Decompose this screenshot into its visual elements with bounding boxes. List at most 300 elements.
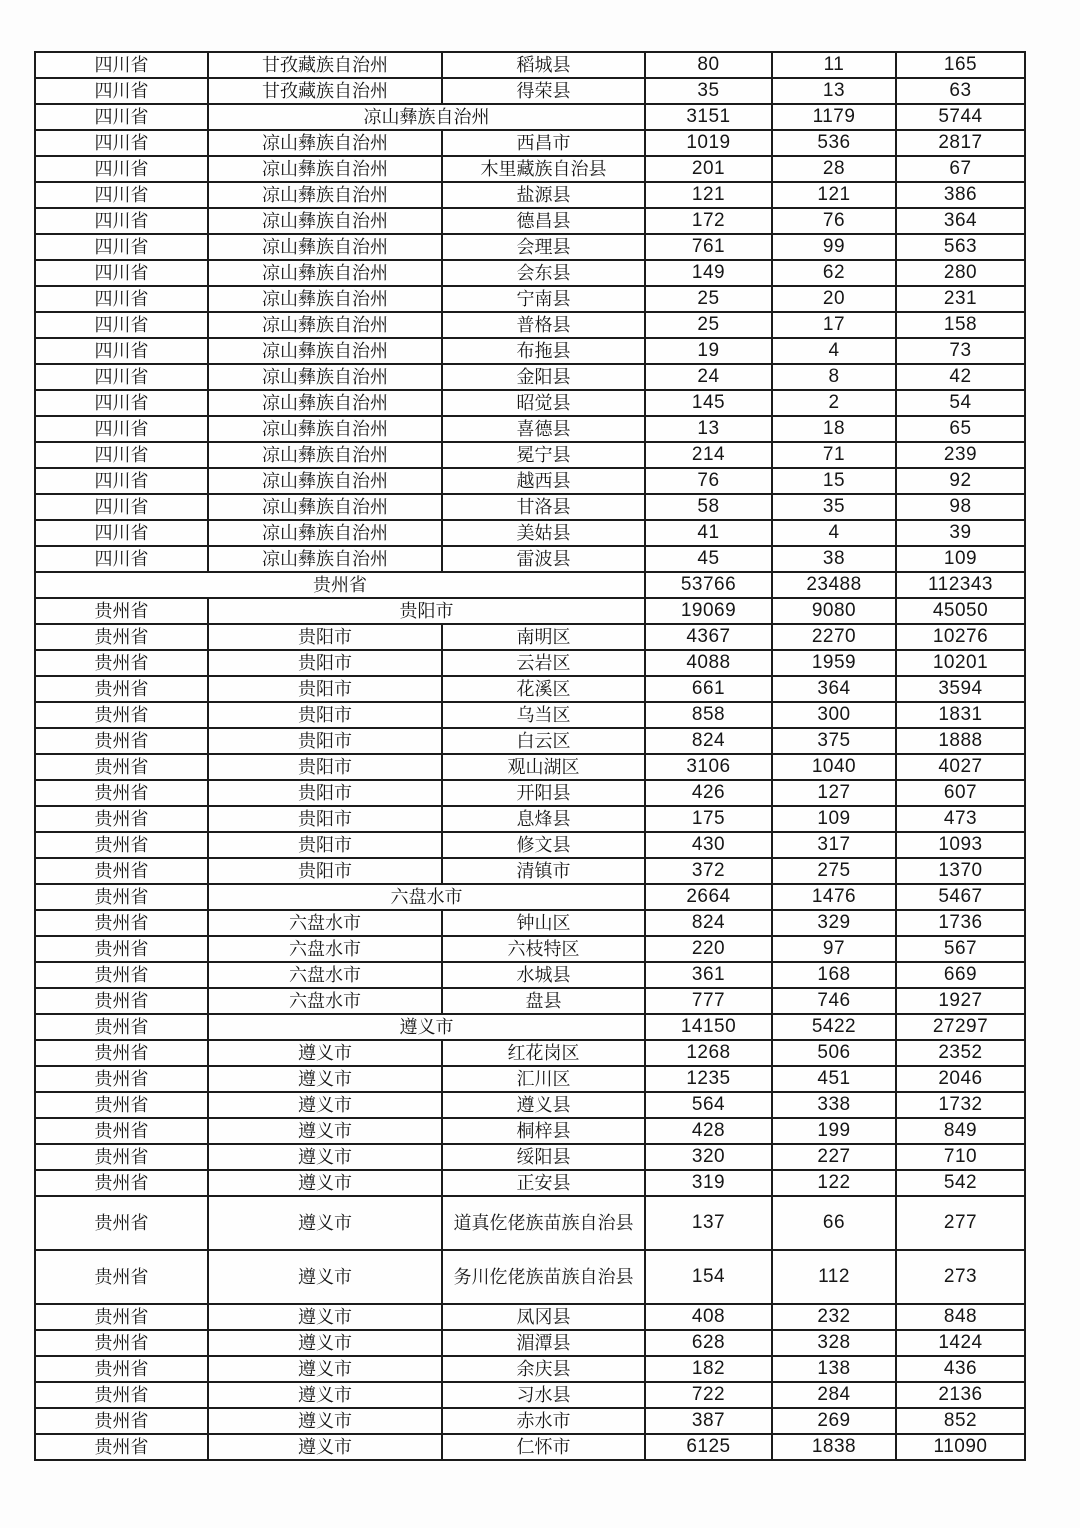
cell-value-3: 39 xyxy=(896,520,1025,546)
cell-prefecture: 遵义市 xyxy=(208,1196,442,1250)
cell-province: 四川省 xyxy=(35,520,208,546)
cell-prefecture: 甘孜藏族自治州 xyxy=(208,52,442,78)
cell-county: 布拖县 xyxy=(442,338,645,364)
table-row xyxy=(35,130,1025,156)
cell-province: 贵州省 xyxy=(35,1250,208,1304)
cell-prefecture-total: 六盘水市 xyxy=(208,884,645,910)
cell-province: 贵州省 xyxy=(35,1330,208,1356)
table-row xyxy=(35,78,1025,104)
cell-value-2: 66 xyxy=(772,1196,896,1250)
cell-value-2: 2270 xyxy=(772,624,896,650)
cell-value-1: 14150 xyxy=(645,1014,772,1040)
cell-value-1: 824 xyxy=(645,910,772,936)
cell-county: 雷波县 xyxy=(442,546,645,572)
cell-value-1: 145 xyxy=(645,390,772,416)
cell-value-2: 11 xyxy=(772,52,896,78)
cell-prefecture: 遵义市 xyxy=(208,1066,442,1092)
cell-value-3: 567 xyxy=(896,936,1025,962)
cell-province: 贵州省 xyxy=(35,728,208,754)
cell-province: 贵州省 xyxy=(35,650,208,676)
cell-value-2: 328 xyxy=(772,1330,896,1356)
table-row xyxy=(35,572,1025,598)
cell-county: 钟山区 xyxy=(442,910,645,936)
cell-value-1: 1268 xyxy=(645,1040,772,1066)
cell-prefecture: 凉山彝族自治州 xyxy=(208,494,442,520)
cell-value-2: 76 xyxy=(772,208,896,234)
cell-province-total: 贵州省 xyxy=(35,572,645,598)
cell-value-2: 1476 xyxy=(772,884,896,910)
cell-value-3: 165 xyxy=(896,52,1025,78)
cell-prefecture: 贵阳市 xyxy=(208,624,442,650)
cell-county: 观山湖区 xyxy=(442,754,645,780)
cell-province: 贵州省 xyxy=(35,1356,208,1382)
cell-county: 开阳县 xyxy=(442,780,645,806)
cell-value-1: 428 xyxy=(645,1118,772,1144)
cell-province: 贵州省 xyxy=(35,1434,208,1460)
table-row xyxy=(35,1118,1025,1144)
cell-value-3: 27297 xyxy=(896,1014,1025,1040)
cell-value-1: 3151 xyxy=(645,104,772,130)
cell-value-3: 231 xyxy=(896,286,1025,312)
cell-value-1: 220 xyxy=(645,936,772,962)
cell-county: 绥阳县 xyxy=(442,1144,645,1170)
cell-value-1: 45 xyxy=(645,546,772,572)
table-row xyxy=(35,1196,1025,1250)
cell-province: 四川省 xyxy=(35,494,208,520)
cell-county: 越西县 xyxy=(442,468,645,494)
table-row xyxy=(35,1066,1025,1092)
cell-province: 贵州省 xyxy=(35,1040,208,1066)
cell-province: 四川省 xyxy=(35,208,208,234)
cell-value-3: 1732 xyxy=(896,1092,1025,1118)
cell-county: 凤冈县 xyxy=(442,1304,645,1330)
cell-county: 仁怀市 xyxy=(442,1434,645,1460)
cell-value-3: 473 xyxy=(896,806,1025,832)
cell-value-1: 722 xyxy=(645,1382,772,1408)
table-row xyxy=(35,650,1025,676)
cell-prefecture: 贵阳市 xyxy=(208,650,442,676)
cell-value-1: 201 xyxy=(645,156,772,182)
cell-value-3: 386 xyxy=(896,182,1025,208)
cell-value-3: 1831 xyxy=(896,702,1025,728)
cell-county: 息烽县 xyxy=(442,806,645,832)
cell-value-1: 172 xyxy=(645,208,772,234)
table-row xyxy=(35,988,1025,1014)
table-row xyxy=(35,312,1025,338)
cell-value-3: 5467 xyxy=(896,884,1025,910)
cell-prefecture: 贵阳市 xyxy=(208,858,442,884)
cell-value-3: 63 xyxy=(896,78,1025,104)
cell-province: 贵州省 xyxy=(35,936,208,962)
cell-province: 四川省 xyxy=(35,416,208,442)
cell-county: 白云区 xyxy=(442,728,645,754)
table-row xyxy=(35,598,1025,624)
cell-province: 贵州省 xyxy=(35,754,208,780)
table-body xyxy=(35,52,1025,1460)
cell-province: 贵州省 xyxy=(35,1170,208,1196)
cell-province: 四川省 xyxy=(35,312,208,338)
cell-value-2: 746 xyxy=(772,988,896,1014)
cell-value-1: 154 xyxy=(645,1250,772,1304)
cell-prefecture: 六盘水市 xyxy=(208,988,442,1014)
cell-prefecture: 凉山彝族自治州 xyxy=(208,442,442,468)
cell-value-3: 542 xyxy=(896,1170,1025,1196)
table-row xyxy=(35,1330,1025,1356)
cell-value-2: 20 xyxy=(772,286,896,312)
cell-province: 四川省 xyxy=(35,260,208,286)
cell-value-2: 112 xyxy=(772,1250,896,1304)
cell-province: 贵州省 xyxy=(35,676,208,702)
cell-province: 四川省 xyxy=(35,182,208,208)
cell-prefecture: 凉山彝族自治州 xyxy=(208,286,442,312)
table-row xyxy=(35,390,1025,416)
cell-county: 汇川区 xyxy=(442,1066,645,1092)
cell-value-1: 19069 xyxy=(645,598,772,624)
table-row xyxy=(35,1408,1025,1434)
cell-prefecture: 凉山彝族自治州 xyxy=(208,390,442,416)
cell-county: 赤水市 xyxy=(442,1408,645,1434)
cell-province: 贵州省 xyxy=(35,832,208,858)
cell-province: 四川省 xyxy=(35,104,208,130)
table-row xyxy=(35,936,1025,962)
table-row xyxy=(35,1304,1025,1330)
cell-province: 四川省 xyxy=(35,78,208,104)
cell-prefecture: 遵义市 xyxy=(208,1434,442,1460)
cell-province: 贵州省 xyxy=(35,624,208,650)
table-row xyxy=(35,156,1025,182)
cell-province: 贵州省 xyxy=(35,884,208,910)
cell-value-1: 858 xyxy=(645,702,772,728)
table-row xyxy=(35,494,1025,520)
cell-province: 贵州省 xyxy=(35,962,208,988)
cell-province: 贵州省 xyxy=(35,806,208,832)
cell-value-3: 54 xyxy=(896,390,1025,416)
cell-value-2: 122 xyxy=(772,1170,896,1196)
cell-county: 遵义县 xyxy=(442,1092,645,1118)
cell-value-3: 1927 xyxy=(896,988,1025,1014)
cell-county: 会东县 xyxy=(442,260,645,286)
cell-prefecture: 凉山彝族自治州 xyxy=(208,182,442,208)
cell-value-3: 277 xyxy=(896,1196,1025,1250)
cell-value-1: 661 xyxy=(645,676,772,702)
cell-value-2: 5422 xyxy=(772,1014,896,1040)
table-row xyxy=(35,468,1025,494)
cell-value-2: 138 xyxy=(772,1356,896,1382)
cell-value-3: 10201 xyxy=(896,650,1025,676)
cell-value-1: 182 xyxy=(645,1356,772,1382)
cell-value-3: 1370 xyxy=(896,858,1025,884)
cell-province: 贵州省 xyxy=(35,1014,208,1040)
cell-prefecture: 贵阳市 xyxy=(208,702,442,728)
cell-prefecture: 凉山彝族自治州 xyxy=(208,468,442,494)
cell-value-3: 563 xyxy=(896,234,1025,260)
cell-province: 贵州省 xyxy=(35,1066,208,1092)
cell-value-2: 329 xyxy=(772,910,896,936)
cell-prefecture: 凉山彝族自治州 xyxy=(208,546,442,572)
cell-value-3: 2046 xyxy=(896,1066,1025,1092)
cell-value-2: 121 xyxy=(772,182,896,208)
cell-value-2: 1959 xyxy=(772,650,896,676)
cell-province: 四川省 xyxy=(35,156,208,182)
cell-value-3: 67 xyxy=(896,156,1025,182)
cell-county: 普格县 xyxy=(442,312,645,338)
table-row xyxy=(35,520,1025,546)
cell-prefecture-total: 遵义市 xyxy=(208,1014,645,1040)
table-row xyxy=(35,884,1025,910)
cell-value-1: 3106 xyxy=(645,754,772,780)
table-row xyxy=(35,1014,1025,1040)
cell-value-3: 273 xyxy=(896,1250,1025,1304)
cell-value-1: 25 xyxy=(645,312,772,338)
cell-value-3: 98 xyxy=(896,494,1025,520)
table-row xyxy=(35,910,1025,936)
cell-province: 贵州省 xyxy=(35,1118,208,1144)
cell-value-1: 372 xyxy=(645,858,772,884)
cell-prefecture: 甘孜藏族自治州 xyxy=(208,78,442,104)
cell-value-3: 1093 xyxy=(896,832,1025,858)
cell-prefecture: 遵义市 xyxy=(208,1330,442,1356)
cell-prefecture: 凉山彝族自治州 xyxy=(208,312,442,338)
cell-county: 余庆县 xyxy=(442,1356,645,1382)
cell-value-1: 777 xyxy=(645,988,772,1014)
cell-county: 金阳县 xyxy=(442,364,645,390)
cell-value-1: 121 xyxy=(645,182,772,208)
cell-county: 花溪区 xyxy=(442,676,645,702)
cell-province: 贵州省 xyxy=(35,1144,208,1170)
cell-county: 湄潭县 xyxy=(442,1330,645,1356)
cell-province: 四川省 xyxy=(35,442,208,468)
cell-value-2: 109 xyxy=(772,806,896,832)
cell-value-2: 227 xyxy=(772,1144,896,1170)
cell-province: 贵州省 xyxy=(35,988,208,1014)
cell-value-1: 24 xyxy=(645,364,772,390)
cell-province: 贵州省 xyxy=(35,1304,208,1330)
cell-value-2: 127 xyxy=(772,780,896,806)
cell-value-2: 28 xyxy=(772,156,896,182)
cell-value-2: 1040 xyxy=(772,754,896,780)
cell-province: 四川省 xyxy=(35,234,208,260)
cell-value-1: 320 xyxy=(645,1144,772,1170)
cell-value-1: 19 xyxy=(645,338,772,364)
cell-value-3: 1736 xyxy=(896,910,1025,936)
cell-value-2: 375 xyxy=(772,728,896,754)
table-row xyxy=(35,364,1025,390)
cell-value-1: 628 xyxy=(645,1330,772,1356)
cell-value-3: 848 xyxy=(896,1304,1025,1330)
cell-value-3: 5744 xyxy=(896,104,1025,130)
cell-value-2: 4 xyxy=(772,520,896,546)
cell-value-3: 239 xyxy=(896,442,1025,468)
cell-value-1: 175 xyxy=(645,806,772,832)
cell-county: 南明区 xyxy=(442,624,645,650)
table-row xyxy=(35,832,1025,858)
cell-prefecture: 贵阳市 xyxy=(208,728,442,754)
table-row xyxy=(35,754,1025,780)
cell-value-3: 2136 xyxy=(896,1382,1025,1408)
cell-value-1: 430 xyxy=(645,832,772,858)
cell-value-2: 15 xyxy=(772,468,896,494)
cell-value-2: 275 xyxy=(772,858,896,884)
cell-province: 贵州省 xyxy=(35,780,208,806)
cell-prefecture: 遵义市 xyxy=(208,1118,442,1144)
cell-value-1: 387 xyxy=(645,1408,772,1434)
cell-prefecture: 遵义市 xyxy=(208,1092,442,1118)
cell-prefecture-total: 贵阳市 xyxy=(208,598,645,624)
cell-province: 四川省 xyxy=(35,468,208,494)
cell-prefecture: 遵义市 xyxy=(208,1040,442,1066)
table-row xyxy=(35,1144,1025,1170)
cell-prefecture: 遵义市 xyxy=(208,1144,442,1170)
cell-county: 稻城县 xyxy=(442,52,645,78)
table-row xyxy=(35,676,1025,702)
table-row xyxy=(35,962,1025,988)
cell-value-2: 364 xyxy=(772,676,896,702)
cell-prefecture: 遵义市 xyxy=(208,1408,442,1434)
cell-value-1: 1235 xyxy=(645,1066,772,1092)
cell-prefecture: 凉山彝族自治州 xyxy=(208,130,442,156)
table-row xyxy=(35,1092,1025,1118)
cell-value-2: 9080 xyxy=(772,598,896,624)
cell-value-2: 506 xyxy=(772,1040,896,1066)
cell-value-3: 669 xyxy=(896,962,1025,988)
cell-value-1: 35 xyxy=(645,78,772,104)
cell-county: 盐源县 xyxy=(442,182,645,208)
cell-value-1: 149 xyxy=(645,260,772,286)
cell-prefecture: 六盘水市 xyxy=(208,962,442,988)
table-row xyxy=(35,728,1025,754)
cell-county: 德昌县 xyxy=(442,208,645,234)
table-row xyxy=(35,442,1025,468)
cell-value-3: 849 xyxy=(896,1118,1025,1144)
cell-prefecture: 贵阳市 xyxy=(208,780,442,806)
cell-value-2: 62 xyxy=(772,260,896,286)
cell-value-3: 2352 xyxy=(896,1040,1025,1066)
cell-value-1: 408 xyxy=(645,1304,772,1330)
cell-value-3: 42 xyxy=(896,364,1025,390)
cell-province: 四川省 xyxy=(35,364,208,390)
table-row xyxy=(35,208,1025,234)
cell-prefecture: 贵阳市 xyxy=(208,832,442,858)
cell-province: 贵州省 xyxy=(35,702,208,728)
cell-county: 修文县 xyxy=(442,832,645,858)
cell-county: 盘县 xyxy=(442,988,645,1014)
cell-county: 冕宁县 xyxy=(442,442,645,468)
cell-county: 西昌市 xyxy=(442,130,645,156)
cell-county: 乌当区 xyxy=(442,702,645,728)
table-row xyxy=(35,104,1025,130)
cell-county: 正安县 xyxy=(442,1170,645,1196)
cell-value-2: 4 xyxy=(772,338,896,364)
cell-value-2: 269 xyxy=(772,1408,896,1434)
cell-value-3: 73 xyxy=(896,338,1025,364)
cell-value-2: 35 xyxy=(772,494,896,520)
cell-value-2: 317 xyxy=(772,832,896,858)
cell-value-2: 300 xyxy=(772,702,896,728)
cell-value-2: 23488 xyxy=(772,572,896,598)
cell-value-3: 436 xyxy=(896,1356,1025,1382)
cell-value-3: 1424 xyxy=(896,1330,1025,1356)
cell-value-2: 199 xyxy=(772,1118,896,1144)
cell-prefecture: 凉山彝族自治州 xyxy=(208,364,442,390)
cell-province: 贵州省 xyxy=(35,1092,208,1118)
cell-county: 桐梓县 xyxy=(442,1118,645,1144)
cell-value-1: 319 xyxy=(645,1170,772,1196)
cell-province: 贵州省 xyxy=(35,910,208,936)
cell-value-2: 17 xyxy=(772,312,896,338)
cell-county: 水城县 xyxy=(442,962,645,988)
cell-value-1: 76 xyxy=(645,468,772,494)
cell-value-1: 564 xyxy=(645,1092,772,1118)
cell-value-2: 536 xyxy=(772,130,896,156)
cell-prefecture: 凉山彝族自治州 xyxy=(208,234,442,260)
table-row xyxy=(35,702,1025,728)
table-row xyxy=(35,286,1025,312)
cell-value-1: 361 xyxy=(645,962,772,988)
cell-value-3: 158 xyxy=(896,312,1025,338)
cell-prefecture: 遵义市 xyxy=(208,1304,442,1330)
cell-value-3: 280 xyxy=(896,260,1025,286)
cell-value-1: 761 xyxy=(645,234,772,260)
cell-value-1: 2664 xyxy=(645,884,772,910)
cell-value-3: 4027 xyxy=(896,754,1025,780)
cell-value-2: 1838 xyxy=(772,1434,896,1460)
cell-value-2: 168 xyxy=(772,962,896,988)
cell-value-1: 214 xyxy=(645,442,772,468)
cell-province: 四川省 xyxy=(35,286,208,312)
cell-prefecture: 遵义市 xyxy=(208,1356,442,1382)
cell-county: 喜德县 xyxy=(442,416,645,442)
cell-value-1: 6125 xyxy=(645,1434,772,1460)
cell-value-1: 58 xyxy=(645,494,772,520)
table-row xyxy=(35,1040,1025,1066)
table-row xyxy=(35,858,1025,884)
cell-value-3: 112343 xyxy=(896,572,1025,598)
table-row xyxy=(35,1170,1025,1196)
table-row xyxy=(35,1356,1025,1382)
cell-value-1: 426 xyxy=(645,780,772,806)
cell-county: 甘洛县 xyxy=(442,494,645,520)
cell-province: 贵州省 xyxy=(35,598,208,624)
table-row xyxy=(35,1250,1025,1304)
cell-county: 道真仡佬族苗族自治县 xyxy=(442,1196,645,1250)
cell-province: 贵州省 xyxy=(35,1408,208,1434)
cell-prefecture: 凉山彝族自治州 xyxy=(208,156,442,182)
cell-value-2: 2 xyxy=(772,390,896,416)
cell-value-3: 45050 xyxy=(896,598,1025,624)
table-row xyxy=(35,624,1025,650)
cell-prefecture: 遵义市 xyxy=(208,1250,442,1304)
cell-county: 务川仡佬族苗族自治县 xyxy=(442,1250,645,1304)
cell-value-1: 4367 xyxy=(645,624,772,650)
table-row xyxy=(35,780,1025,806)
cell-value-1: 1019 xyxy=(645,130,772,156)
table-row xyxy=(35,416,1025,442)
table-row xyxy=(35,546,1025,572)
cell-county: 美姑县 xyxy=(442,520,645,546)
cell-value-1: 824 xyxy=(645,728,772,754)
cell-value-2: 1179 xyxy=(772,104,896,130)
cell-prefecture: 贵阳市 xyxy=(208,806,442,832)
cell-value-2: 38 xyxy=(772,546,896,572)
cell-province: 四川省 xyxy=(35,390,208,416)
cell-county: 宁南县 xyxy=(442,286,645,312)
cell-prefecture: 凉山彝族自治州 xyxy=(208,520,442,546)
cell-value-3: 1888 xyxy=(896,728,1025,754)
cell-value-2: 99 xyxy=(772,234,896,260)
cell-value-2: 338 xyxy=(772,1092,896,1118)
cell-value-3: 852 xyxy=(896,1408,1025,1434)
cell-prefecture: 凉山彝族自治州 xyxy=(208,208,442,234)
